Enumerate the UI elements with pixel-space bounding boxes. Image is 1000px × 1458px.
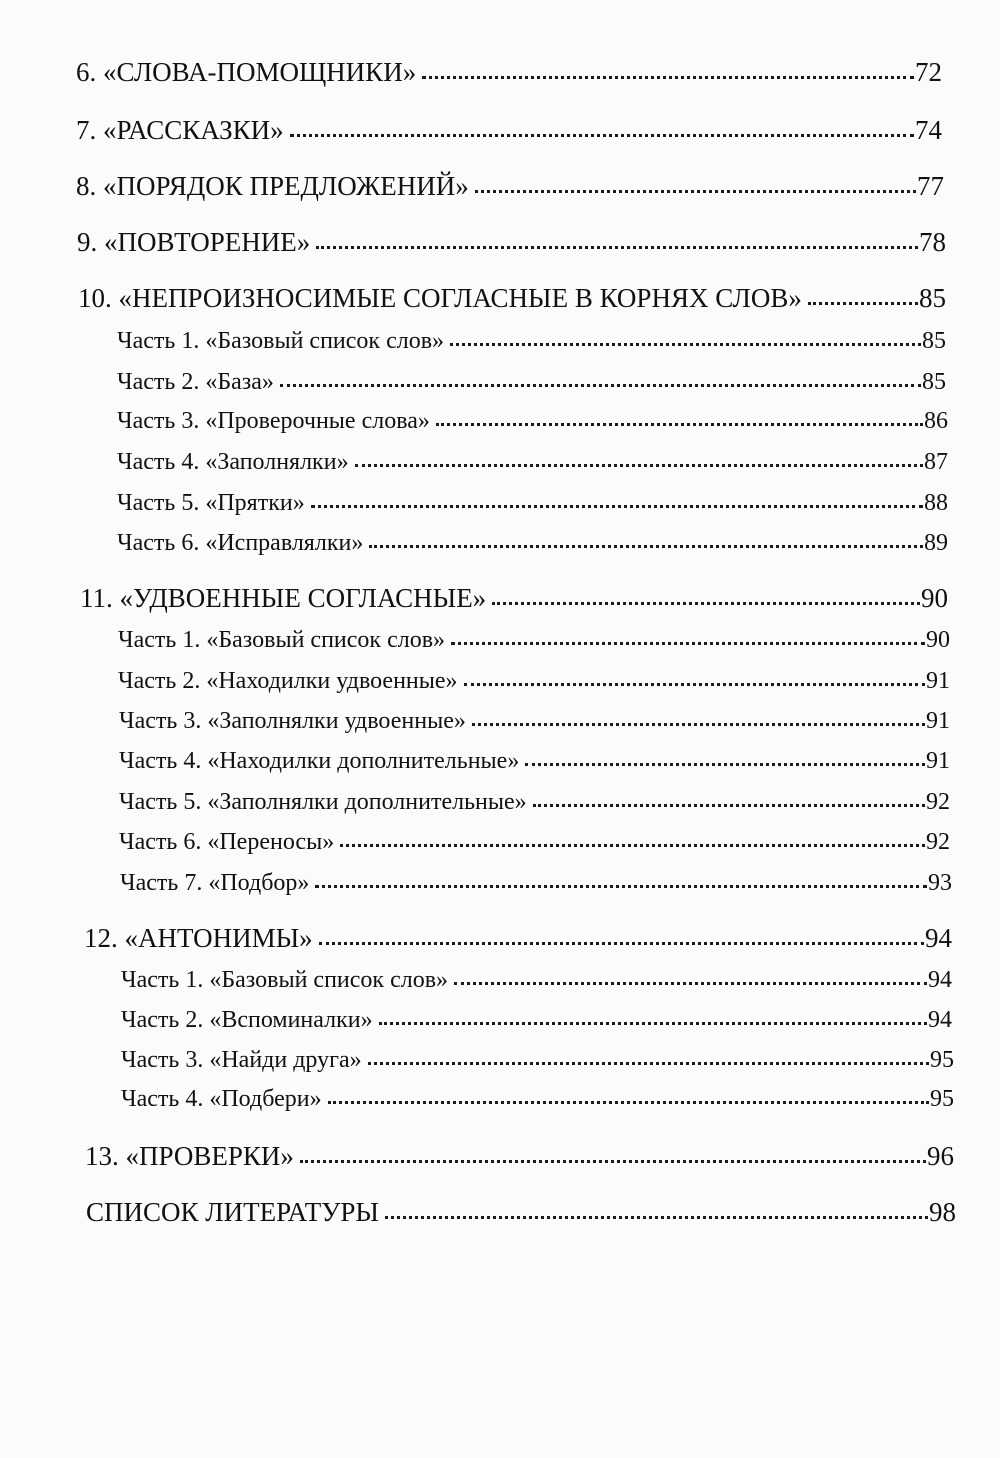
toc-subentry-page: 89 — [924, 530, 948, 556]
toc-subentry-page: 91 — [926, 668, 950, 694]
dot-leader — [475, 190, 916, 193]
toc-subentry-page: 87 — [924, 449, 948, 475]
toc-subentry-title: Часть 1. «Базовый список слов» — [121, 967, 449, 993]
toc-entry-page: 94 — [925, 923, 952, 953]
toc-subentry — [120, 868, 952, 898]
toc-entry — [76, 114, 942, 146]
toc-subentry-page: 88 — [924, 490, 948, 516]
toc-entry-title: 11. «УДВОЕННЫЕ СОГЛАСНЫЕ» — [80, 583, 487, 613]
toc-subentry-page: 94 — [928, 1007, 952, 1033]
toc-subentry-page: 85 — [922, 369, 946, 395]
dot-leader — [368, 1062, 929, 1065]
toc-subentry-title: Часть 3. «Найди друга» — [121, 1047, 362, 1073]
dot-leader — [450, 343, 921, 346]
toc-entry — [84, 922, 952, 954]
dot-leader — [319, 942, 924, 945]
dot-leader — [451, 642, 925, 645]
dot-leader — [328, 1101, 929, 1104]
toc-entry — [85, 1140, 954, 1172]
toc-entry-page: 96 — [927, 1141, 954, 1171]
toc-subentry-page: 95 — [930, 1047, 954, 1073]
toc-entry-page: 72 — [915, 57, 942, 87]
toc-entry-page: 98 — [929, 1197, 956, 1227]
toc-subentry-title: Часть 3. «Заполнялки удвоенные» — [119, 708, 466, 734]
toc-entry-page: 85 — [919, 283, 946, 313]
toc-subentry-title: Часть 5. «Заполнялки дополнительные» — [119, 789, 527, 815]
toc-entry — [76, 56, 942, 88]
toc-subentry — [121, 1005, 952, 1035]
dot-leader — [525, 763, 925, 766]
dot-leader — [379, 1022, 927, 1025]
dot-leader — [369, 545, 923, 548]
dot-leader — [472, 723, 925, 726]
dot-leader — [533, 804, 925, 807]
toc-subentry-title: Часть 4. «Заполнялки» — [117, 449, 349, 475]
toc-subentry — [119, 787, 950, 817]
dot-leader — [422, 76, 914, 79]
toc-subentry-page: 85 — [922, 328, 946, 354]
toc-entry-title: 7. «РАССКАЗКИ» — [76, 115, 284, 145]
dot-leader — [454, 982, 927, 985]
toc-entry-title: 6. «СЛОВА-ПОМОЩНИКИ» — [76, 57, 417, 87]
toc-entry-bibliography — [86, 1196, 956, 1228]
toc-subentry-page: 86 — [924, 408, 948, 434]
toc-subentry-title: Часть 1. «Базовый список слов» — [118, 627, 446, 653]
dot-leader — [436, 423, 923, 426]
toc-subentry — [117, 326, 946, 356]
toc-subentry — [117, 528, 948, 558]
toc-entry-title: 13. «ПРОВЕРКИ» — [85, 1141, 294, 1171]
toc-subentry — [121, 965, 952, 995]
toc-subentry-title: Часть 3. «Проверочные слова» — [117, 408, 430, 434]
toc-subentry — [117, 447, 948, 477]
toc-subentry-title: Часть 2. «Вспоминалки» — [121, 1007, 373, 1033]
dot-leader — [290, 134, 914, 137]
toc-entry-title: 12. «АНТОНИМЫ» — [84, 923, 313, 953]
toc-subentry-title: Часть 6. «Исправлялки» — [117, 530, 364, 556]
toc-subentry-title: Часть 2. «Находилки удвоенные» — [118, 668, 458, 694]
toc-subentry-title: Часть 1. «Базовый список слов» — [117, 328, 445, 354]
dot-leader — [311, 505, 923, 508]
dot-leader — [300, 1160, 926, 1163]
toc-subentry — [117, 406, 948, 436]
dot-leader — [280, 384, 921, 387]
toc-subentry-page: 90 — [926, 627, 950, 653]
toc-entry-page: 77 — [917, 171, 944, 201]
toc-subentry-page: 92 — [926, 829, 950, 855]
toc-subentry-title: Часть 6. «Переносы» — [119, 829, 335, 855]
toc-subentry — [119, 746, 950, 776]
toc-subentry-title: Часть 7. «Подбор» — [120, 870, 310, 896]
toc-subentry — [117, 367, 946, 397]
toc-subentry — [118, 625, 950, 655]
toc-subentry — [119, 706, 950, 736]
dot-leader — [492, 602, 920, 605]
toc-entry-page: 90 — [921, 583, 948, 613]
dot-leader — [385, 1216, 928, 1219]
toc-subentry — [118, 666, 950, 696]
toc-subentry-page: 95 — [930, 1086, 954, 1112]
toc-subentry-title: Часть 4. «Подбери» — [121, 1086, 322, 1112]
dot-leader — [355, 464, 923, 467]
toc-subentry-page: 92 — [926, 789, 950, 815]
toc-subentry-title: Часть 5. «Прятки» — [117, 490, 305, 516]
toc-entry — [76, 170, 944, 202]
dot-leader — [340, 844, 925, 847]
toc-entry-page: 74 — [915, 115, 942, 145]
dot-leader — [316, 246, 918, 249]
toc-entry-title: 10. «НЕПРОИЗНОСИМЫЕ СОГЛАСНЫЕ В КОРНЯХ СЛОВ» — [78, 283, 802, 313]
toc-entry — [80, 582, 948, 614]
toc-subentry-page: 93 — [928, 870, 952, 896]
dot-leader — [464, 683, 925, 686]
toc-subentry-page: 91 — [926, 708, 950, 734]
toc-entry-title: СПИСОК ЛИТЕРАТУРЫ — [86, 1197, 379, 1227]
toc-entry — [78, 282, 946, 314]
toc-entry-title: 9. «ПОВТОРЕНИЕ» — [77, 227, 311, 257]
toc-subentry — [121, 1045, 954, 1075]
toc-subentry-title: Часть 2. «База» — [117, 369, 274, 395]
toc-entry-title: 8. «ПОРЯДОК ПРЕДЛОЖЕНИЙ» — [76, 171, 469, 201]
toc-subentry-page: 94 — [928, 967, 952, 993]
toc-entry-page: 78 — [919, 227, 946, 257]
toc-entry — [77, 226, 946, 258]
toc-subentry-page: 91 — [926, 748, 950, 774]
toc-subentry-title: Часть 4. «Находилки дополнительные» — [119, 748, 520, 774]
dot-leader — [808, 302, 918, 305]
toc-subentry — [117, 488, 948, 518]
toc-subentry — [119, 827, 950, 857]
toc-subentry — [121, 1084, 954, 1114]
dot-leader — [315, 885, 927, 888]
